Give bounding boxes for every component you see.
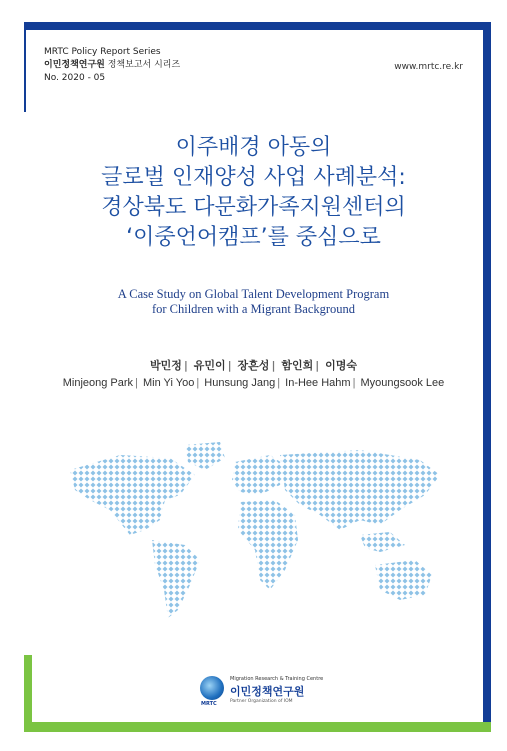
greenland-shape: [185, 442, 225, 470]
logo-korean-name: 이민정책연구원: [230, 685, 305, 698]
bottom-border-bar: [24, 722, 491, 732]
mrtc-logo: [200, 676, 324, 710]
series-rest-ko: 정책보고서 시리즈: [107, 60, 181, 70]
series-title-en: MRTC Policy Report Series: [44, 47, 161, 57]
author-en: Myoungsook Lee: [360, 377, 445, 389]
author-en: Min Yi Yoo: [142, 377, 195, 389]
north-america-shape: [70, 455, 195, 535]
title-korean: [0, 133, 507, 253]
series-org-ko: 이민정책연구원: [44, 60, 105, 70]
africa-shape: [238, 500, 298, 590]
author-ko: 유민이: [193, 359, 226, 372]
title-en-line-1: A Case Study on Global Talent Development Program: [117, 287, 390, 301]
series-info: [44, 46, 180, 85]
title-english: [0, 287, 507, 317]
logo-english-name: Migration Research & Training Centre: [230, 676, 324, 682]
title-en-line-2: for Children with a Migrant Background: [151, 302, 356, 316]
title-ko-line-3: 경상북도 다문화가족지원센터의: [101, 195, 406, 220]
world-map-illustration: [60, 440, 450, 630]
author-en: Hunsung Jang: [204, 377, 276, 389]
authors-english: Minjeong Park | Min Yi Yoo | Hunsung Jang | In-Hee Hahm | Myoungsook Lee: [62, 377, 445, 389]
top-border-bar: [24, 22, 491, 30]
australia-shape: [375, 560, 432, 600]
author-en: In-Hee Hahm: [285, 377, 351, 389]
globe-logo-icon: [200, 676, 224, 700]
bottom-left-border-bar: [24, 655, 32, 732]
series-title-ko: [44, 59, 180, 72]
author-ko: 장흔성: [237, 359, 270, 372]
southeast-asia-shape: [360, 532, 405, 552]
asia-shape: [280, 450, 440, 530]
logo-subtitle: Partner Organization of IOM: [230, 699, 293, 704]
author-ko: 함인희: [281, 359, 314, 372]
authors-korean: 박민정 | 유민이 | 장흔성 | 함인희 | 이명숙: [150, 359, 357, 372]
left-border-line: [24, 22, 26, 112]
author-ko: 이명숙: [325, 359, 357, 372]
author-ko: 박민정: [150, 359, 182, 372]
website-url: www.mrtc.re.kr: [394, 62, 463, 72]
south-america-shape: [152, 540, 200, 618]
title-ko-line-4: ‘이중언어캠프’를 중심으로: [126, 225, 381, 250]
author-en: Minjeong Park: [62, 377, 134, 389]
title-ko-line-1: 이주배경 아동의: [175, 135, 332, 160]
logo-mark-text: MRTC: [201, 701, 217, 707]
title-ko-line-2: 글로벌 인재양성 사업 사례분석:: [101, 165, 406, 190]
report-number: No. 2020 - 05: [44, 73, 106, 83]
europe-shape: [232, 455, 285, 495]
